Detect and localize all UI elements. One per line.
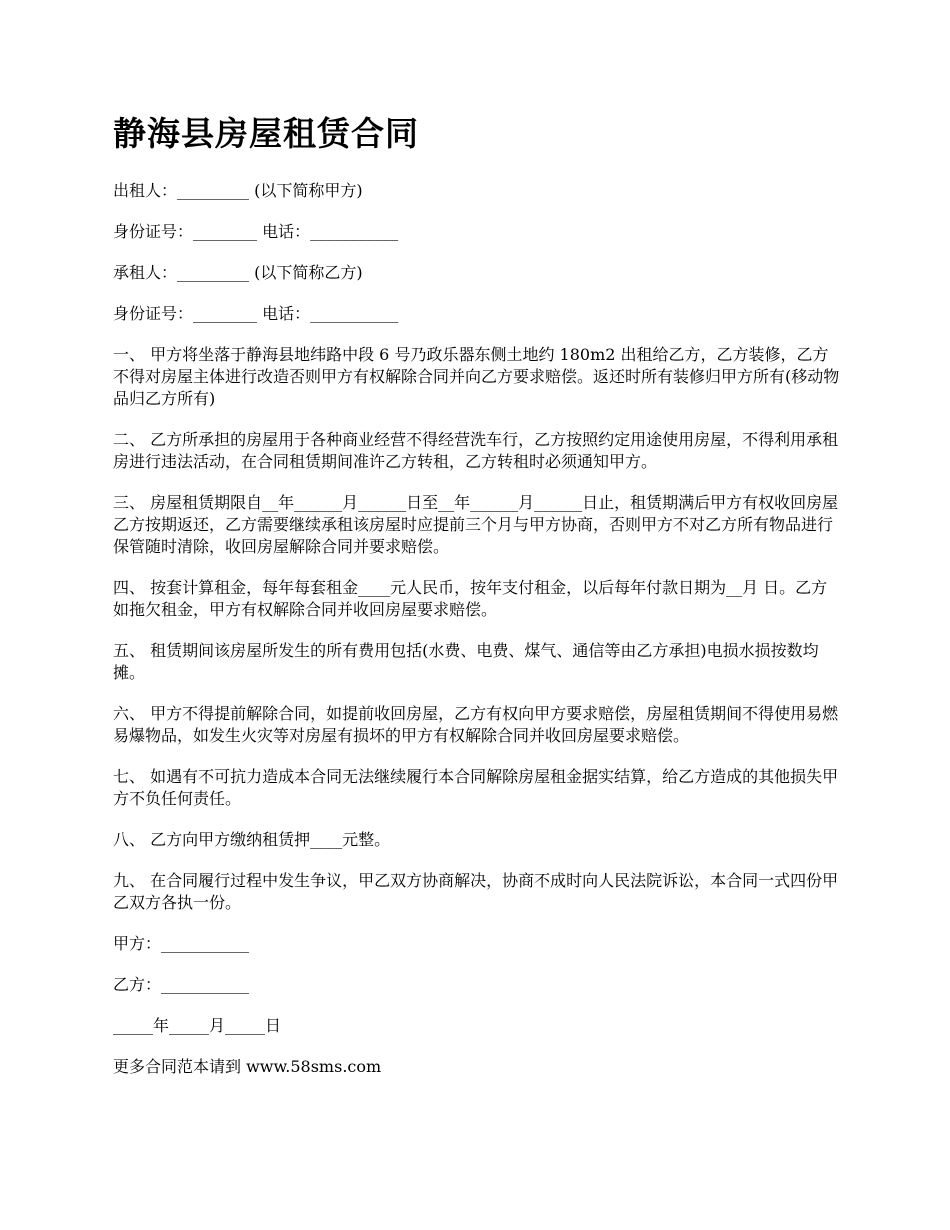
party-b-signature: 乙方：___________ <box>113 975 250 994</box>
lessee-id-line: 身份证号：________ 电话：___________ <box>113 304 399 323</box>
lessor-line: 出租人：_________ (以下简称甲方) <box>113 181 363 200</box>
lessee-line: 承租人：_________ (以下简称乙方) <box>113 263 363 282</box>
contract-page <box>113 112 843 1097</box>
party-a-signature: 甲方：___________ <box>113 934 250 953</box>
clause-6: 六、 甲方不得提前解除合同，如提前收回房屋，乙方有权向甲方要求赔偿，房屋租赁期间不得使用易燃易爆物品，如发生火灾等对房屋有损坏的甲方有权解除合同并收回房屋要求赔偿。 <box>113 704 839 745</box>
clause-3: 三、 房屋租赁期限自__年______月______日至__年______月______日止，租赁期满后甲方有权收回房屋乙方按期返还，乙方需要继续承租该房屋时应提前三个月与甲方协商，否则甲方不对乙方所有物品进行保管随时清除，收回房屋解除合同并要求赔偿。 <box>113 493 839 556</box>
clause-7: 七、 如遇有不可抗力造成本合同无法继续履行本合同解除房屋租金据实结算，给乙方造成的其他损失甲方不负任何责任。 <box>113 767 839 808</box>
clause-4: 四、 按套计算租金，每年每套租金____元人民币，按年支付租金，以后每年付款日期为__月 日。乙方如拖欠租金，甲方有权解除合同并收回房屋要求赔偿。 <box>113 578 828 619</box>
clause-8: 八、 乙方向甲方缴纳租赁押____元整。 <box>113 830 391 849</box>
clause-5: 五、 租赁期间该房屋所发生的所有费用包括(水费、电费、煤气、通信等由乙方承担)电损水损按数均摊。 <box>113 641 819 682</box>
page-title: 静海县房屋租赁合同 <box>113 114 419 153</box>
clause-2: 二、 乙方所承担的房屋用于各种商业经营不得经营洗车行，乙方按照约定用途使用房屋，不得利用承租房进行违法活动，在合同租赁期间准许乙方转租，乙方转租时必须通知甲方。 <box>113 430 839 471</box>
clause-1: 一、 甲方将坐落于静海县地纬路中段 6 号乃政乐器东侧土地约 180m2 出租给乙方，乙方装修，乙方不得对房屋主体进行改造否则甲方有权解除合同并向乙方要求赔偿。返还时所有装修归甲方所有(移动物品归乙方所有) <box>113 345 840 408</box>
date-line: _____年_____月_____日 <box>113 1016 282 1035</box>
lessor-id-line: 身份证号：________ 电话：___________ <box>113 222 399 241</box>
footer-link-text: 更多合同范本请到 www.58sms.com <box>113 1057 382 1076</box>
clause-9: 九、 在合同履行过程中发生争议，甲乙双方协商解决，协商不成时向人民法院诉讼，本合同一式四份甲乙双方各执一份。 <box>113 871 839 912</box>
